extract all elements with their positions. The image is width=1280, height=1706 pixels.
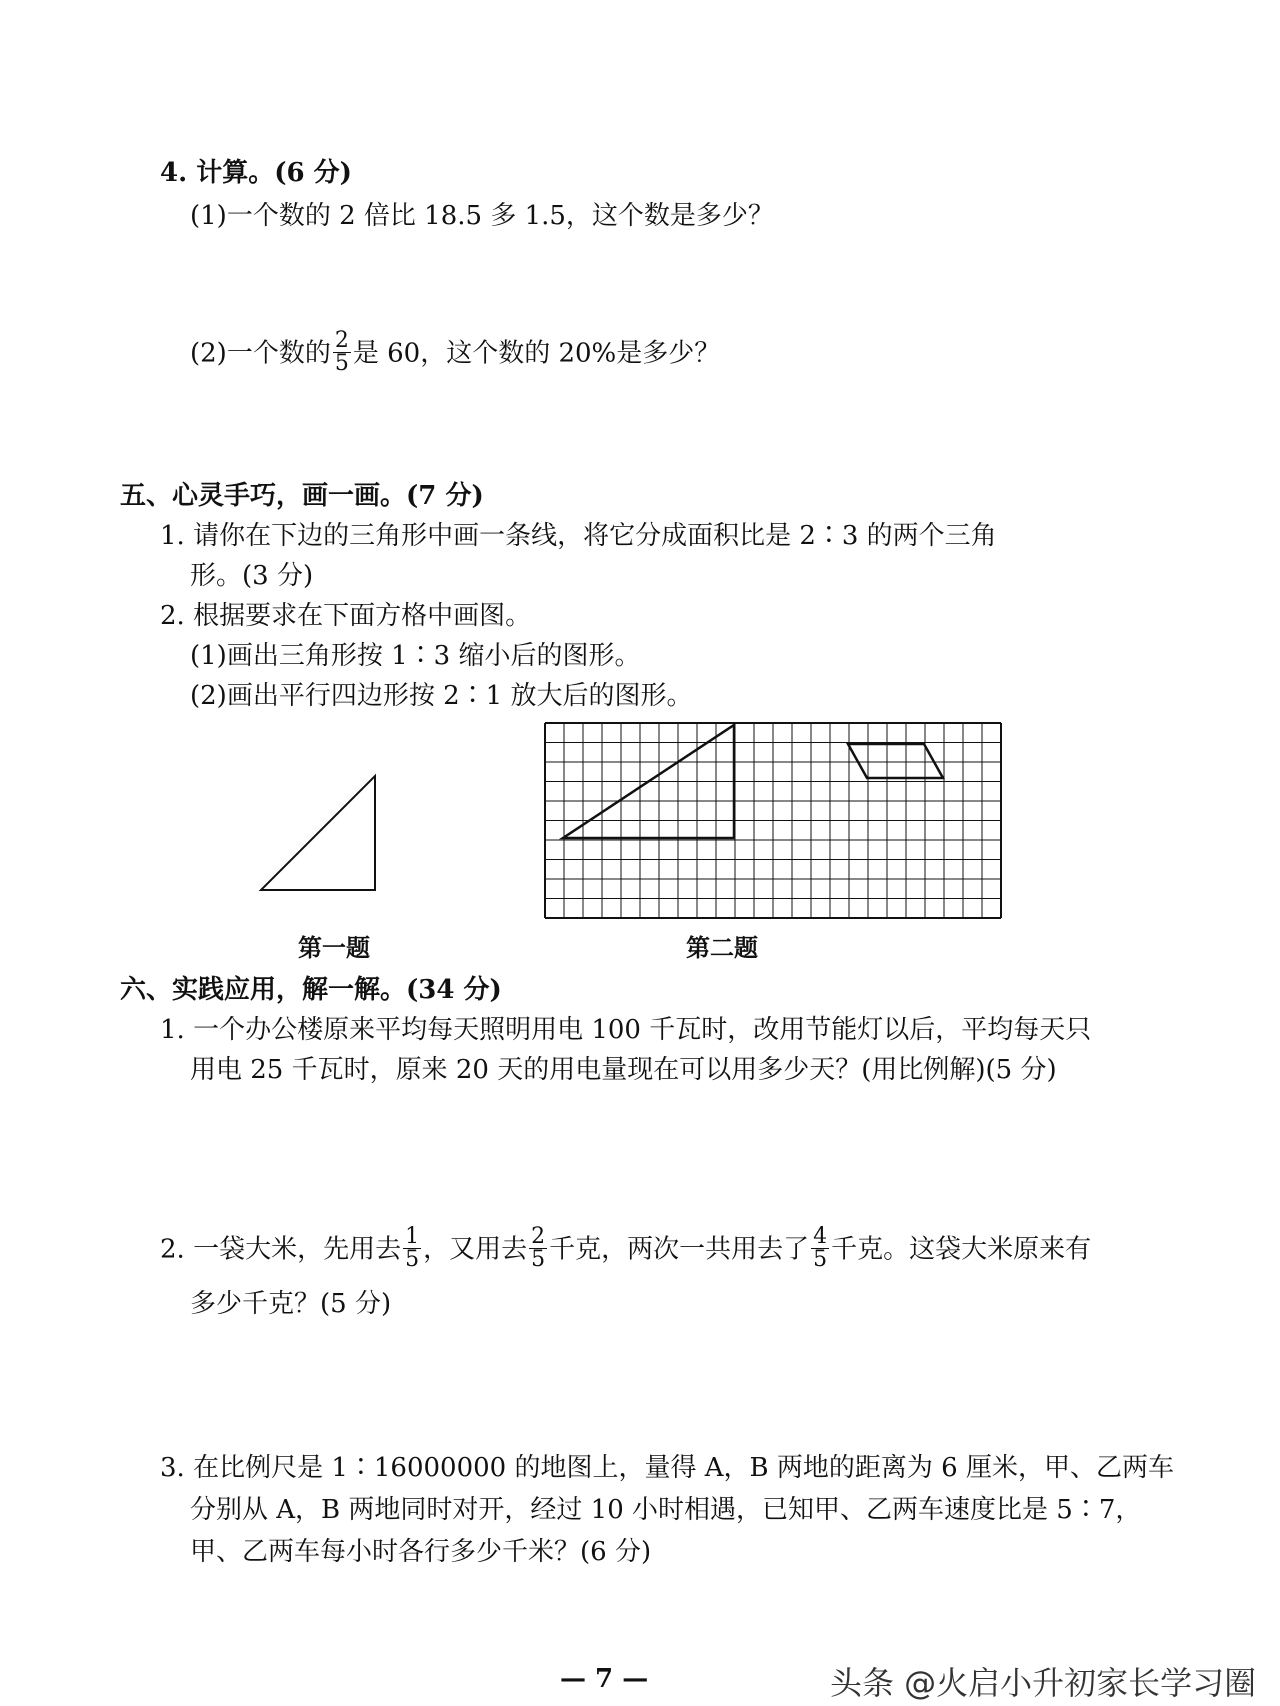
s6-q3-line3: 甲、乙两车每小时各行多少千米？(6 分) [190, 1537, 652, 1567]
caption-figure-2: 第二题 [686, 933, 758, 962]
s6-heading: 六、实践应用，解一解。(34 分) [120, 975, 502, 1005]
s5-q2-part2: (2)画出平行四边形按 2∶1 放大后的图形。 [190, 681, 693, 711]
s5-q1-line1: 1. 请你在下边的三角形中画一条线，将它分成面积比是 2∶3 的两个三角 [160, 521, 997, 551]
s6-q1-line2: 用电 25 千瓦时，原来 20 天的用电量现在可以用多少天？(用比例解)(5 分) [190, 1055, 1057, 1085]
fraction-1-5: $\frac{1}{5}$ [405, 1224, 420, 1272]
fraction-4-5: $\frac{4}{5}$ [813, 1224, 828, 1272]
right-triangle-shape [261, 776, 375, 890]
s6-q1-line1: 1. 一个办公楼原来平均每天照明用电 100 千瓦时，改用节能灯以后，平均每天只 [160, 1015, 1092, 1045]
s5-q2-heading: 2. 根据要求在下面方格中画图。 [160, 601, 532, 631]
grid-figure [544, 722, 1002, 920]
page-number: — 7 — [560, 1664, 649, 1694]
q4-part1: (1)一个数的 2 倍比 18.5 多 1.5，这个数是多少？ [190, 201, 774, 231]
q4-part2-pre: (2)一个数的 [190, 338, 331, 369]
fraction-2-5b: $\frac{2}{5}$ [531, 1224, 546, 1272]
s5-q1-line2: 形。(3 分) [190, 561, 314, 591]
q4-part2 [190, 328, 721, 377]
triangle-figure [255, 770, 385, 895]
s6-q2-text-a: 2. 一袋大米，先用去 [160, 1234, 402, 1265]
watermark-text: 头条 @火启小升初家长学习圈 [830, 1664, 1257, 1702]
s6-q3-line2: 分别从 A，B 两地同时对开，经过 10 小时相遇，已知甲、乙两车速度比是 5∶7， [190, 1495, 1142, 1525]
s6-q2-line2: 多少千克？(5 分) [190, 1289, 392, 1319]
s5-q2-part1: (1)画出三角形按 1∶3 缩小后的图形。 [190, 641, 641, 671]
grid-lines [545, 723, 1001, 918]
s5-heading: 五、心灵手巧，画一画。(7 分) [120, 481, 484, 511]
s6-q2-text-d: 千克。这袋大米原来有 [831, 1234, 1092, 1265]
s6-q2-line1 [160, 1224, 1092, 1273]
grid-parallelogram-shape [848, 744, 943, 778]
q4-heading: 4. 计算。(6 分) [160, 158, 352, 188]
q4-part2-post: 是 60，这个数的 20%是多少？ [352, 338, 721, 369]
fraction-2-5: $\frac{2}{5}$ [334, 328, 349, 376]
s6-q2-text-c: 千克，两次一共用去了 [549, 1234, 810, 1265]
s6-q3-line1: 3. 在比例尺是 1∶16000000 的地图上，量得 A，B 两地的距离为 6 厘米，甲、乙两车 [160, 1453, 1174, 1483]
s6-q2-text-b: ，又用去 [423, 1234, 528, 1265]
caption-figure-1: 第一题 [298, 933, 370, 962]
